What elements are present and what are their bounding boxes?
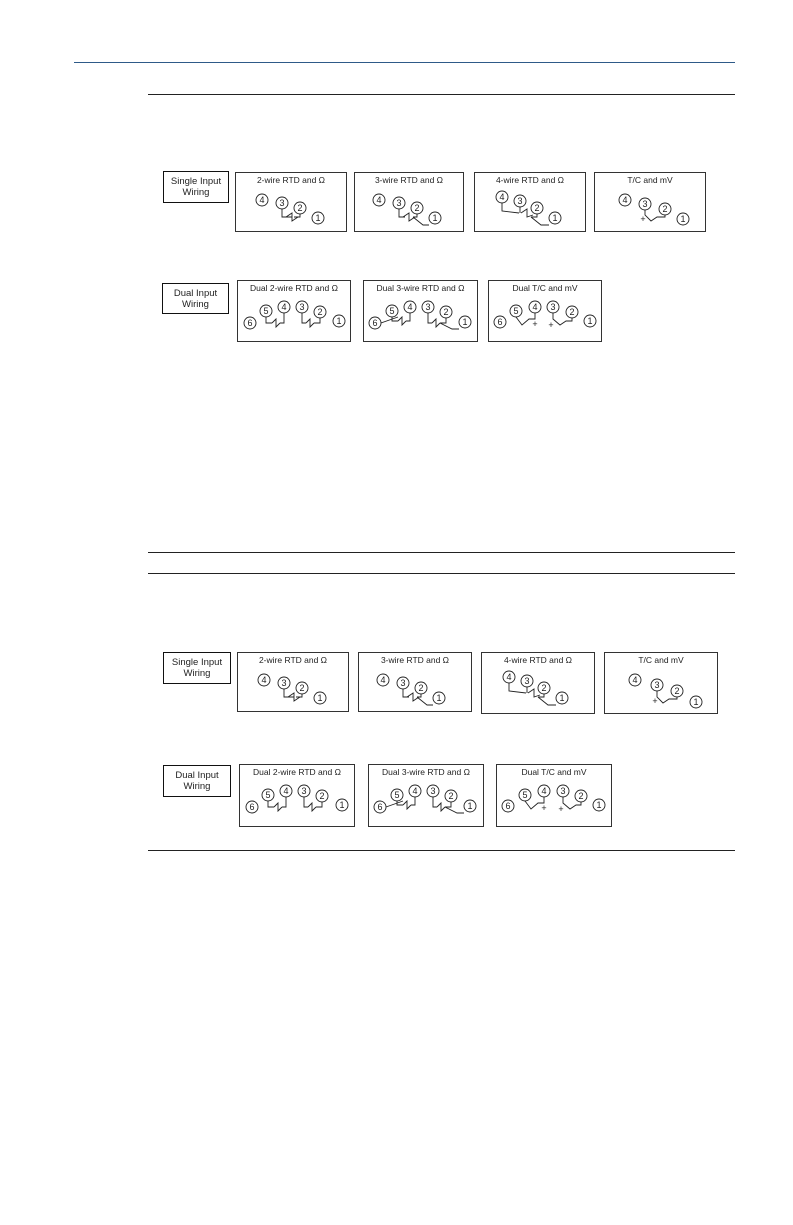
svg-text:1: 1 xyxy=(552,213,558,223)
svg-text:1: 1 xyxy=(336,316,342,326)
svg-text:3: 3 xyxy=(642,199,648,209)
svg-text:6: 6 xyxy=(249,802,255,812)
single-input-wiring-label: Single Input Wiring xyxy=(163,652,231,684)
svg-text:6: 6 xyxy=(497,317,503,327)
terminal-wiring-figure xyxy=(369,765,485,828)
svg-text:4: 4 xyxy=(541,786,547,796)
diagram-title: 4-wire RTD and Ω xyxy=(503,655,573,665)
wiring-diagram-dual-tc-mv xyxy=(488,280,602,342)
terminal-wiring-figure xyxy=(238,281,352,343)
svg-text:4: 4 xyxy=(407,302,413,312)
wiring-diagram-2-wire-rtd xyxy=(237,652,349,712)
svg-text:5: 5 xyxy=(389,306,395,316)
svg-text:4: 4 xyxy=(259,195,265,205)
diagram-title: 2-wire RTD and Ω xyxy=(258,655,328,665)
terminal-wiring-figure xyxy=(236,173,348,233)
terminal-wiring-figure xyxy=(482,653,596,715)
wiring-diagram-2-wire-rtd xyxy=(235,172,347,232)
svg-text:6: 6 xyxy=(372,318,378,328)
svg-text:3: 3 xyxy=(301,786,307,796)
wiring-diagram-dual-2-wire-rtd xyxy=(237,280,351,342)
svg-text:2: 2 xyxy=(674,686,680,696)
diagram-title: Dual 2-wire RTD and Ω xyxy=(253,767,341,777)
svg-text:2: 2 xyxy=(317,307,323,317)
dual-input-wiring-label: Dual Input Wiring xyxy=(162,283,229,314)
svg-text:1: 1 xyxy=(680,214,686,224)
diagram-title: 3-wire RTD and Ω xyxy=(380,655,450,665)
svg-text:2: 2 xyxy=(297,203,303,213)
svg-text:5: 5 xyxy=(522,790,528,800)
svg-text:1: 1 xyxy=(339,800,345,810)
svg-text:+: + xyxy=(548,320,554,330)
svg-text:4: 4 xyxy=(506,672,512,682)
svg-text:3: 3 xyxy=(425,302,431,312)
diagram-title: Dual 3-wire RTD and Ω xyxy=(376,283,465,293)
diagram-title: 4-wire RTD and Ω xyxy=(495,175,565,185)
svg-text:2: 2 xyxy=(578,791,584,801)
wiring-diagram-dual-tc-mv xyxy=(496,764,612,827)
svg-text:4: 4 xyxy=(412,786,418,796)
svg-text:4: 4 xyxy=(283,786,289,796)
svg-text:4: 4 xyxy=(261,675,267,685)
svg-text:1: 1 xyxy=(432,213,438,223)
svg-text:4: 4 xyxy=(281,302,287,312)
svg-text:2: 2 xyxy=(569,307,575,317)
svg-text:6: 6 xyxy=(505,801,511,811)
svg-text:6: 6 xyxy=(377,802,383,812)
svg-text:1: 1 xyxy=(467,801,473,811)
wiring-diagram-4-wire-rtd xyxy=(474,172,586,232)
svg-text:5: 5 xyxy=(263,306,269,316)
svg-text:3: 3 xyxy=(560,786,566,796)
svg-text:4: 4 xyxy=(532,302,538,312)
page-header-rule xyxy=(74,62,735,63)
wiring-diagram-tc-mv xyxy=(604,652,718,714)
svg-text:2: 2 xyxy=(448,791,454,801)
terminal-wiring-figure xyxy=(238,653,350,713)
svg-text:+: + xyxy=(532,319,538,329)
svg-text:2: 2 xyxy=(541,683,547,693)
svg-text:3: 3 xyxy=(299,302,305,312)
terminal-wiring-figure xyxy=(489,281,603,343)
svg-text:1: 1 xyxy=(693,697,699,707)
svg-text:1: 1 xyxy=(317,693,323,703)
svg-text:2: 2 xyxy=(662,204,668,214)
svg-text:2: 2 xyxy=(534,203,540,213)
svg-text:+: + xyxy=(541,803,547,813)
svg-text:+: + xyxy=(558,804,564,814)
diagram-title: 3-wire RTD and Ω xyxy=(374,175,444,185)
svg-text:3: 3 xyxy=(550,302,556,312)
svg-text:4: 4 xyxy=(376,195,382,205)
diagram-title: Dual 2-wire RTD and Ω xyxy=(250,283,338,293)
section-1-bottom-rule xyxy=(148,552,735,553)
svg-text:+: + xyxy=(640,214,646,224)
svg-text:3: 3 xyxy=(524,676,530,686)
svg-text:4: 4 xyxy=(622,195,628,205)
svg-text:2: 2 xyxy=(299,683,305,693)
terminal-wiring-figure xyxy=(605,653,719,715)
section-2-top-rule xyxy=(148,573,735,574)
terminal-wiring-figure xyxy=(359,653,473,713)
diagram-title: Dual T/C and mV xyxy=(521,767,587,777)
terminal-wiring-figure xyxy=(475,173,587,233)
svg-text:6: 6 xyxy=(247,318,253,328)
svg-text:1: 1 xyxy=(462,317,468,327)
svg-text:5: 5 xyxy=(265,790,271,800)
svg-text:3: 3 xyxy=(517,196,523,206)
wiring-diagram-tc-mv xyxy=(594,172,706,232)
svg-text:4: 4 xyxy=(632,675,638,685)
svg-text:1: 1 xyxy=(315,213,321,223)
svg-text:3: 3 xyxy=(400,678,406,688)
svg-text:3: 3 xyxy=(654,680,660,690)
terminal-wiring-figure xyxy=(364,281,479,343)
diagram-title: T/C and mV xyxy=(638,655,684,665)
wiring-diagram-3-wire-rtd xyxy=(358,652,472,712)
svg-text:2: 2 xyxy=(414,203,420,213)
svg-text:4: 4 xyxy=(380,675,386,685)
diagram-title: 2-wire RTD and Ω xyxy=(256,175,326,185)
svg-text:1: 1 xyxy=(436,693,442,703)
diagram-title: Dual T/C and mV xyxy=(512,283,578,293)
wiring-diagram-4-wire-rtd xyxy=(481,652,595,714)
svg-text:5: 5 xyxy=(394,790,400,800)
terminal-wiring-figure xyxy=(240,765,356,828)
svg-text:3: 3 xyxy=(279,198,285,208)
wiring-diagram-dual-2-wire-rtd xyxy=(239,764,355,827)
svg-text:2: 2 xyxy=(443,307,449,317)
wiring-diagram-dual-3-wire-rtd xyxy=(368,764,484,827)
svg-text:4: 4 xyxy=(499,192,505,202)
wiring-diagram-3-wire-rtd xyxy=(354,172,464,232)
section-2-bottom-rule xyxy=(148,850,735,851)
svg-text:1: 1 xyxy=(596,800,602,810)
terminal-wiring-figure xyxy=(355,173,465,233)
svg-text:+: + xyxy=(652,696,658,706)
single-input-wiring-label: Single Input Wiring xyxy=(163,171,229,203)
diagram-title: Dual 3-wire RTD and Ω xyxy=(382,767,470,777)
section-1-top-rule xyxy=(148,94,735,95)
diagram-title: T/C and mV xyxy=(627,175,673,185)
wiring-diagram-dual-3-wire-rtd xyxy=(363,280,478,342)
svg-text:1: 1 xyxy=(587,316,593,326)
svg-text:1: 1 xyxy=(559,693,565,703)
dual-input-wiring-label: Dual Input Wiring xyxy=(163,765,231,797)
svg-text:2: 2 xyxy=(319,791,325,801)
svg-text:5: 5 xyxy=(513,306,519,316)
svg-text:2: 2 xyxy=(418,683,424,693)
terminal-wiring-figure xyxy=(497,765,613,828)
svg-text:3: 3 xyxy=(281,678,287,688)
terminal-wiring-figure xyxy=(595,173,707,233)
svg-text:3: 3 xyxy=(430,786,436,796)
svg-text:3: 3 xyxy=(396,198,402,208)
